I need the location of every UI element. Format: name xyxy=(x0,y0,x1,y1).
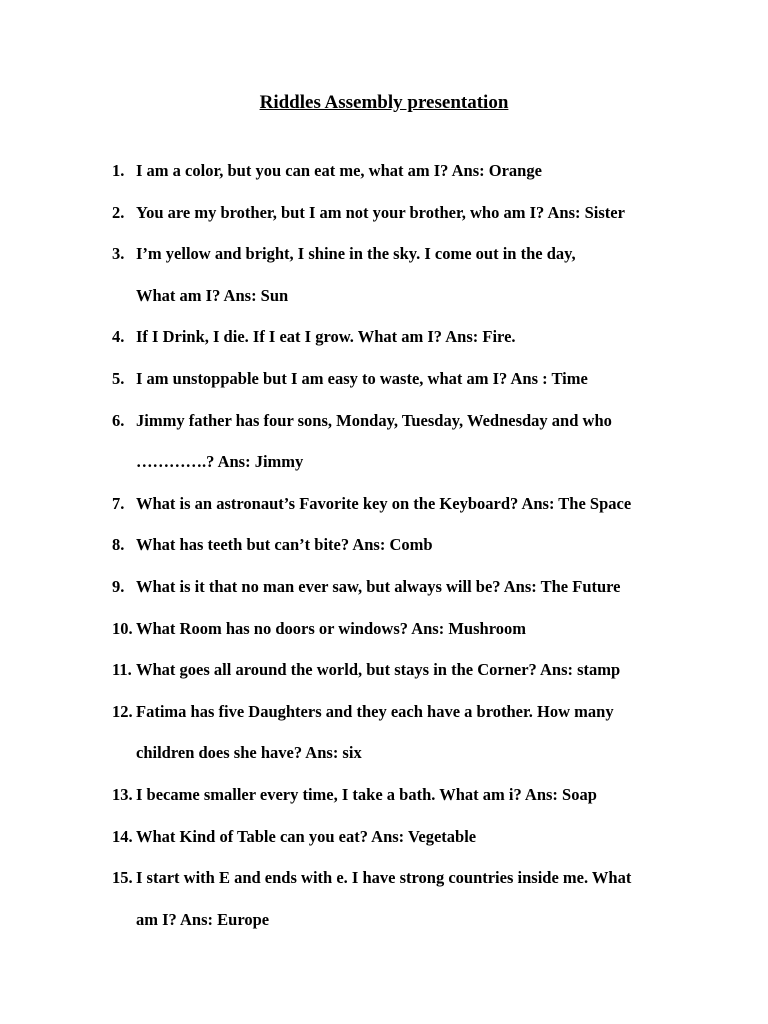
riddle-number: 1. xyxy=(112,161,125,180)
riddle-text-line: What am I? Ans: Sun xyxy=(136,285,289,305)
riddle-item xyxy=(112,608,692,650)
riddle-number: 2. xyxy=(112,202,125,222)
riddle-number: 9. xyxy=(112,576,125,596)
riddle-number: 13. xyxy=(112,784,133,804)
riddle-number: 4. xyxy=(112,327,125,347)
riddle-text-line: What has teeth but can’t bite? Ans: Comb xyxy=(136,535,433,555)
riddle-item xyxy=(112,483,692,525)
riddle-number: 10. xyxy=(112,618,133,638)
riddle-text-line: What Room has no doors or windows? Ans: Mushroom xyxy=(136,618,526,638)
riddle-text-line: What is an astronaut’s Favorite key on the Keyboard? Ans: The Space xyxy=(136,493,632,513)
riddle-item xyxy=(112,524,692,566)
riddle-number: 3. xyxy=(112,244,125,264)
riddle-item xyxy=(112,566,692,608)
riddle-number: 7. xyxy=(112,493,125,513)
riddle-item xyxy=(112,150,692,192)
riddle-item xyxy=(112,358,692,400)
riddle-number: 11. xyxy=(112,660,132,680)
riddle-text-line: children does she have? Ans: six xyxy=(136,743,362,763)
riddle-item xyxy=(112,192,692,234)
riddle-list xyxy=(112,150,692,940)
riddle-item xyxy=(112,774,692,816)
riddle-text-line: I’m yellow and bright, I shine in the sky. I come out in the day, xyxy=(136,244,576,264)
riddle-text-line: I am unstoppable but I am easy to waste, what am I? Ans : Time xyxy=(136,368,588,388)
riddle-number: 14. xyxy=(112,826,133,846)
riddle-item xyxy=(112,649,692,691)
riddle-item xyxy=(112,857,692,940)
riddle-text-line: What Kind of Table can you eat? Ans: Vegetable xyxy=(136,826,477,846)
document-title: Riddles Assembly presentation xyxy=(259,92,509,113)
riddle-item xyxy=(112,691,692,774)
riddle-item xyxy=(112,400,692,483)
riddle-text-line: I became smaller every time, I take a bath. What am i? Ans: Soap xyxy=(136,784,597,804)
riddle-item xyxy=(112,816,692,858)
riddle-number: 15. xyxy=(112,868,133,888)
riddle-text-line: I am a color, but you can eat me, what am I? Ans: Orange xyxy=(136,161,542,180)
riddle-text-line: If I Drink, I die. If I eat I grow. What am I? Ans: Fire. xyxy=(136,327,516,347)
riddle-number: 12. xyxy=(112,701,133,721)
riddle-text-line: I start with E and ends with e. I have strong countries inside me. What xyxy=(136,868,632,888)
riddle-text-line: am I? Ans: Europe xyxy=(136,909,270,929)
riddle-number: 8. xyxy=(112,535,125,555)
riddle-text-line: Fatima has five Daughters and they each have a brother. How many xyxy=(136,701,614,721)
riddle-text-line: What is it that no man ever saw, but always will be? Ans: The Future xyxy=(136,576,621,596)
riddle-number: 5. xyxy=(112,368,125,388)
riddle-text-line: You are my brother, but I am not your brother, who am I? Ans: Sister xyxy=(136,202,625,222)
riddle-item xyxy=(112,233,692,316)
riddle-text-line: ………….? Ans: Jimmy xyxy=(136,452,304,472)
riddle-item xyxy=(112,316,692,358)
riddle-text-line: Jimmy father has four sons, Monday, Tuesday, Wednesday and who xyxy=(136,410,612,430)
riddle-number: 6. xyxy=(112,410,125,430)
riddle-text-line: What goes all around the world, but stays in the Corner? Ans: stamp xyxy=(136,660,621,680)
